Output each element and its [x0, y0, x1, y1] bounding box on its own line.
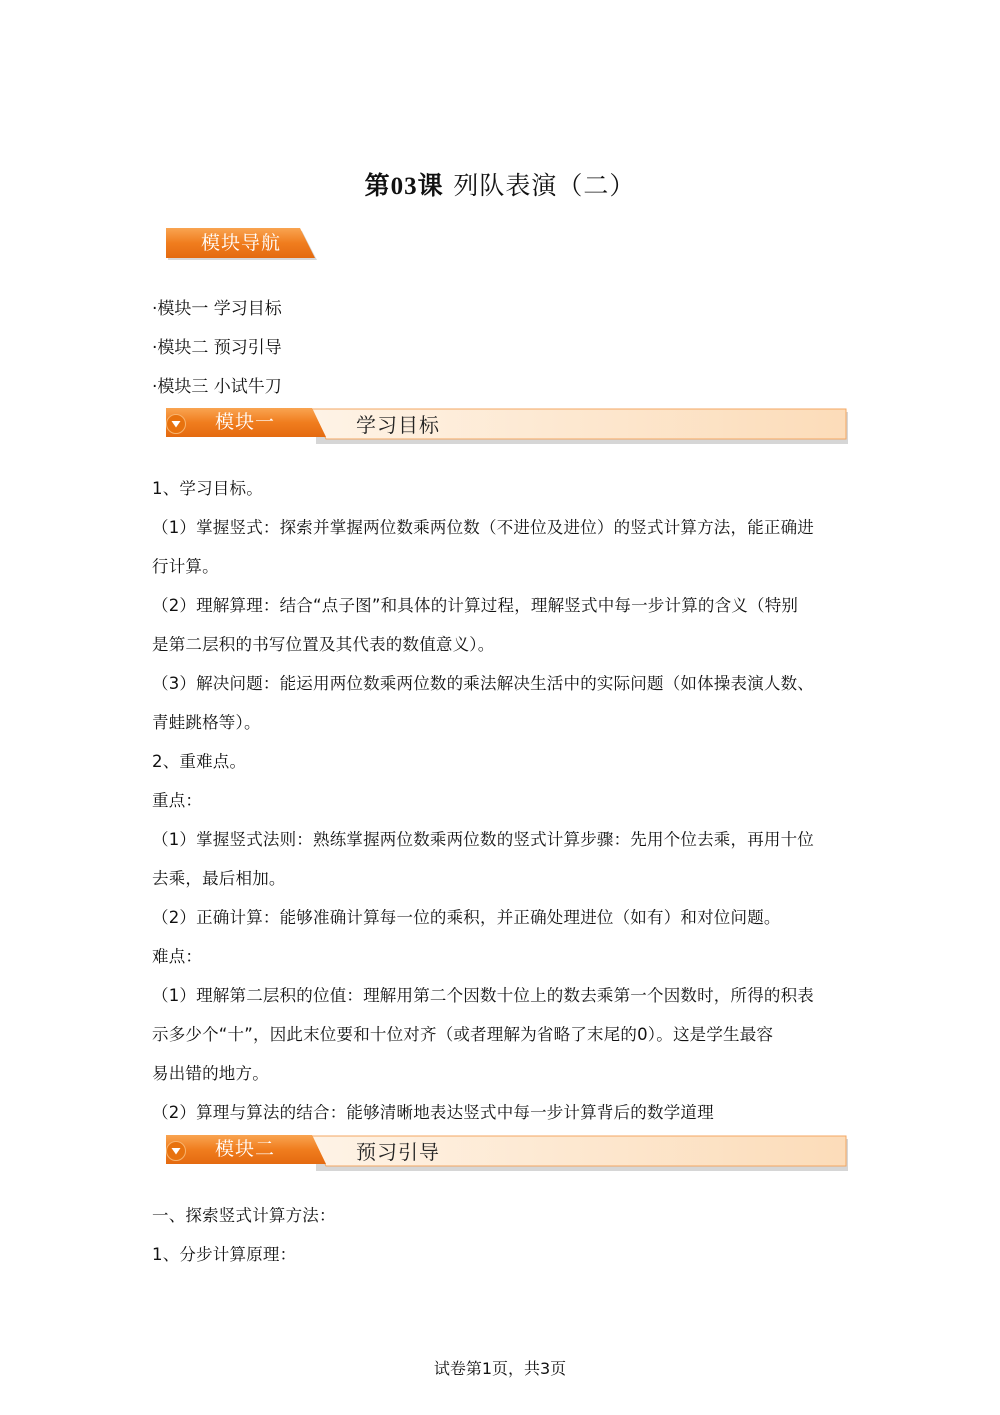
title-prefix: 第: [364, 171, 391, 200]
nav-item-module-2[interactable]: ·模块二 预习引导: [152, 338, 282, 358]
module-1-title: 学习目标: [356, 413, 440, 437]
text-line: （1）理解第二层积的位值：理解用第二个因数十位上的数去乘第一个因数时，所得的积表: [152, 986, 814, 1005]
text-line: （3）解决问题：能运用两位数乘两位数的乘法解决生活中的实际问题（如体操表演人数、: [152, 674, 814, 693]
title-number: 03: [390, 173, 418, 200]
module-2-title: 预习引导: [356, 1140, 440, 1164]
module-2-number: 模块二: [214, 1138, 275, 1160]
text-line: （1）掌握竖式：探索并掌握两位数乘两位数（不进位及进位）的竖式计算方法，能正确进: [152, 518, 814, 537]
chevron-down-circle-icon: [166, 1141, 186, 1161]
text-line: 2、重难点。: [152, 752, 247, 771]
text-line: 青蛙跳格等）。: [152, 713, 261, 732]
text-line: 难点：: [152, 947, 203, 966]
module-nav-banner: [166, 228, 318, 261]
nav-item-module-1[interactable]: ·模块一 学习目标: [152, 299, 282, 319]
text-line: （1）掌握竖式法则：熟练掌握两位数乘两位数的竖式计算步骤：先用个位去乘，再用十位: [152, 830, 814, 849]
page-footer: 试卷第1页，共3页: [433, 1359, 567, 1378]
module-1-number: 模块一: [214, 411, 275, 433]
text-line: 行计算。: [152, 557, 219, 576]
text-line: 1、分步计算原理：: [152, 1245, 297, 1264]
text-line: 是第二层积的书写位置及其代表的数值意义）。: [152, 635, 495, 654]
module-nav-label: 模块导航: [200, 232, 281, 254]
title-name: 列队表演（二）: [453, 171, 636, 200]
text-line: 示多少个“十”，因此末位要和十位对齐（或者理解为省略了末尾的0）。这是学生最容: [152, 1025, 774, 1044]
text-line: （2）理解算理：结合“点子图”和具体的计算过程，理解竖式中每一步计算的含义（特别: [152, 596, 799, 615]
text-line: （2）正确计算：能够准确计算每一位的乘积，并正确处理进位（如有）和对位问题。: [152, 908, 781, 927]
page-title: [0, 166, 1000, 202]
text-line: 去乘，最后相加。: [152, 869, 286, 888]
module-2-header: [166, 1135, 850, 1171]
nav-item-module-3[interactable]: ·模块三 小试牛刀: [152, 377, 282, 397]
text-line: 易出错的地方。: [152, 1064, 269, 1083]
text-line: 一、探索竖式计算方法：: [152, 1206, 336, 1225]
chevron-down-circle-icon: [166, 414, 186, 434]
title-suffix: 课: [417, 171, 444, 200]
text-line: 1、学习目标。: [152, 479, 263, 498]
text-line: 重点：: [152, 791, 203, 810]
module-1-header: [166, 408, 850, 444]
text-line: （2）算理与算法的结合：能够清晰地表达竖式中每一步计算背后的数学道理: [152, 1103, 714, 1122]
